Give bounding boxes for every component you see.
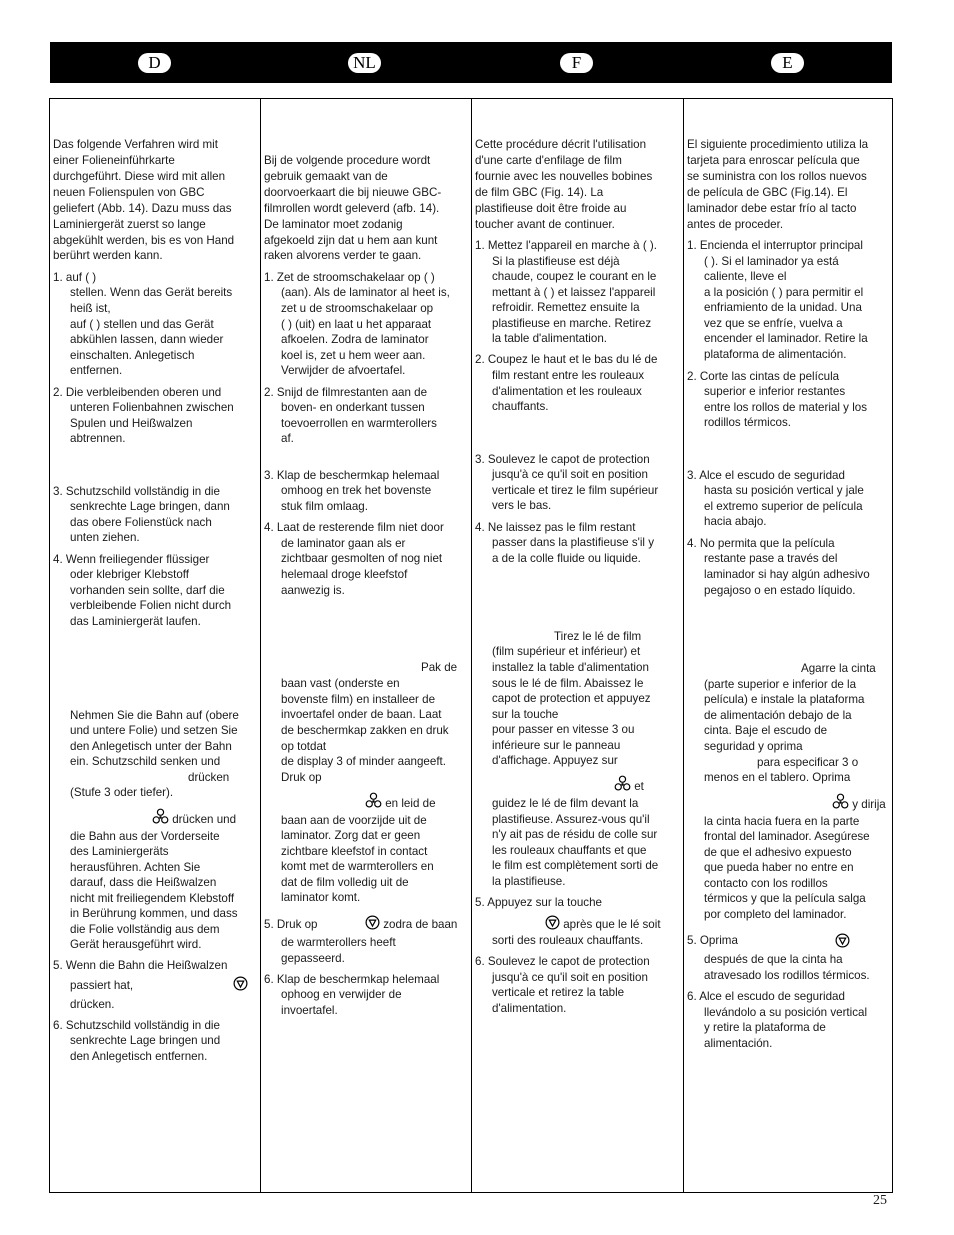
text-line: installez la table d'alimentation (492, 661, 649, 674)
text-line: gepasseerd. (281, 952, 345, 965)
text-line: fournie avec les nouvelles bobines (475, 170, 653, 183)
text-line: toevoerrollen en warmterollers (281, 417, 437, 430)
text-line (152, 808, 236, 830)
text-line: la cinta hacia fuera en la parte (704, 815, 860, 828)
text-line: das Laminiergerät laufen. (70, 615, 201, 628)
text-line: die Bahn aus der Vorderseite (70, 830, 220, 843)
text-line: passer dans la plastifieuse s'il y (492, 536, 655, 549)
text-line: de que el adhesivo expuesto (704, 846, 852, 859)
text-line: d'alimentation. (492, 1002, 567, 1015)
fan-forward-icon (832, 793, 849, 815)
text-line: ein. Schutzschild senken und (70, 755, 221, 768)
text-line: ophoog en verwijder de (281, 988, 402, 1001)
page-number: 25 (873, 1193, 887, 1208)
text-line: caliente, lleve el (704, 270, 787, 283)
text-line: 2. Coupez le haut et le bas du lé de (475, 353, 658, 366)
text-line: plastifieuse en marche. Retirez (492, 317, 652, 330)
text-line: de beschermkap zakken en druk (281, 724, 449, 737)
text-line: menos en el tablero. Oprima (704, 771, 851, 784)
text-line (545, 915, 661, 935)
text-line: de warmterollers heeft (281, 936, 396, 949)
text-line: doorvoerkaart die bij nieuwe GBC- (264, 186, 442, 199)
text-line: chaude, coupez le courant en le (492, 270, 657, 283)
text-line: le film est complètement sorti de (492, 859, 659, 872)
text-line: refroidir. Remettez ensuite la (492, 301, 640, 314)
text-line: helemaal droge kleefstof (281, 568, 408, 581)
text-line: frontal del laminador. Asegúrese (704, 830, 870, 843)
text-line: plastifieuse. Assurez-vous qu'il (492, 813, 650, 826)
stop-icon (365, 915, 380, 935)
text-line: restante pase a través del (704, 552, 838, 565)
text-line: das obere Folienstück nach (70, 516, 212, 529)
text-line: den Anlegetisch entfernen. (70, 1050, 208, 1063)
text-line: película) e instale la plataforma (704, 693, 865, 706)
text-line: darauf, dass die Heißwalzen (70, 876, 217, 889)
text-line: bovenste film) en installeer de (281, 693, 436, 706)
text-line: de película de GBC (Fig.14). El (687, 186, 848, 199)
text-line: af. (281, 432, 294, 445)
text-line: durchgeführt. Diese wird mit allen (53, 170, 226, 183)
text-line: 4. Ne laissez pas le film restant (475, 521, 636, 534)
text-line: 3. Soulevez le capot de protection (475, 453, 650, 466)
text-line: jusqu'à ce qu'il soit en position (492, 468, 648, 481)
text-fragment: zodra de baan (383, 918, 458, 931)
text-line: aanwezig is. (281, 584, 345, 597)
text-line: 4. Laat de resterende film niet door (264, 521, 444, 534)
text-line: einschalten. Anlegetisch (70, 349, 195, 362)
text-line: abgekühlt werden, bis es von Hand (53, 234, 235, 247)
text-line: verticale et tirez le film supérieur (492, 484, 659, 497)
language-tab-f: F (560, 53, 593, 73)
text-line: Tirez le lé de film (554, 630, 642, 643)
text-line: hasta su posición vertical y jale (704, 484, 864, 497)
text-line: la plastifieuse. (492, 875, 566, 888)
text-line: Gerät herausgeführt wird. (70, 938, 202, 951)
text-line: des Laminiergeräts (70, 845, 169, 858)
text-line: a la posición ( ) para permitir el (704, 286, 864, 299)
text-line: geliefert (Abb. 14). Dazu muss das (53, 202, 232, 215)
text-line: 6. Alce el escudo de seguridad (687, 990, 845, 1003)
text-line: passiert hat, (70, 979, 134, 992)
text-line (614, 775, 644, 797)
text-line: 6. Schutzschild vollständig in die (53, 1019, 220, 1032)
text-line: térmicos y que la película salga (704, 892, 866, 905)
text-line: dat de film volledig uit de (281, 876, 409, 889)
text-line: nicht mit freiliegendem Klebstoff (70, 892, 235, 905)
text-line: 5. Wenn die Bahn die Heißwalzen (53, 959, 228, 972)
column-dutch (261, 99, 471, 1192)
text-line: Laminiergerät zuerst so lange (53, 218, 206, 231)
text-line: film restant entre les rouleaux (492, 369, 645, 382)
fan-forward-icon (152, 808, 169, 830)
text-line: por completo del laminador. (704, 908, 847, 921)
text-line: und untere Folie) und setzen Sie (70, 724, 238, 737)
text-line: zichtbare kleefstof in contact (281, 845, 428, 858)
text-line: verticale et retirez la table (492, 986, 625, 999)
text-line: mettant à ( ) et laissez l'appareil (492, 286, 656, 299)
text-line: plataforma de alimentación. (704, 348, 847, 361)
text-line: gebruik gemaakt van de (264, 170, 388, 183)
text-line: contacto con los rodillos (704, 877, 828, 890)
text-line: Agarre la cinta (801, 662, 876, 675)
text-line: a de la colle fluide ou liquide. (492, 552, 641, 565)
text-line: baan aan de voorzijde uit de (281, 814, 427, 827)
stop-icon (233, 976, 248, 996)
text-line: después de que la cinta ha (704, 953, 843, 966)
text-line: alimentación. (704, 1037, 773, 1050)
text-line: vez que se enfríe, vuelva a (704, 317, 843, 330)
text-line: 6. Soulevez le capot de protection (475, 955, 650, 968)
text-line (835, 933, 850, 953)
text-line: guidez le lé de film devant la (492, 797, 639, 810)
text-line: capot de protection et appuyez (492, 692, 651, 705)
text-line: sur la touche (492, 708, 559, 721)
text-line: drücken. (70, 998, 115, 1011)
text-line: zet u de stroomschakelaar op (281, 302, 434, 315)
text-fragment: après que le lé soit (563, 918, 661, 931)
text-line: laminador debe estar frío al tacto (687, 202, 857, 215)
text-line: antes de proceder. (687, 218, 784, 231)
text-line: enfriamiento de la unidad. Una (704, 301, 862, 314)
text-line: inférieure sur le panneau (492, 739, 621, 752)
text-line: invoertafel. (281, 1004, 338, 1017)
text-line: 5. Oprima (687, 934, 738, 947)
text-line: abtrennen. (70, 432, 126, 445)
text-line: Spulen und Heißwalzen (70, 417, 193, 430)
text-line: verbleibende Folien nicht durch (70, 599, 232, 612)
text-line: 4. No permita que la película (687, 537, 835, 550)
text-line: se suministra con los rollos nuevos (687, 170, 867, 183)
text-line: 2. Corte las cintas de película (687, 370, 840, 383)
text-line: seguridad y oprima (704, 740, 803, 753)
text-fragment: en leid de (385, 797, 436, 810)
column-spanish (684, 99, 892, 1192)
text-line: 4. Wenn freiliegender flüssiger (53, 553, 210, 566)
text-line: raken alvorens verder te gaan. (264, 249, 422, 262)
text-line: laminator. Zorg dat er geen (281, 829, 421, 842)
text-line: berührt werden kann. (53, 249, 163, 262)
text-line: Pak de (421, 661, 458, 674)
text-line: entre los rollos de material y los (704, 401, 868, 414)
text-line: stellen. Wenn das Gerät bereits (70, 286, 233, 299)
text-line: 3. Schutzschild vollständig in die (53, 485, 220, 498)
text-line: koel is, zet u hem weer aan. (281, 349, 426, 362)
text-line: 3. Alce el escudo de seguridad (687, 469, 845, 482)
stop-icon (835, 933, 850, 953)
text-line: laminator komt. (281, 891, 361, 904)
language-tab-nl: NL (348, 53, 381, 73)
text-line: einer Folieneinführkarte (53, 154, 175, 167)
text-line: 1. Mettez l'appareil en marche à ( ). (475, 239, 657, 252)
text-line: Cette procédure décrit l'utilisation (475, 138, 647, 151)
text-line: oder klebriger Klebstoff (70, 568, 190, 581)
text-line: d'affichage. Appuyez sur (492, 754, 618, 767)
text-line: n'y ait pas de résidu de colle sur (492, 828, 658, 841)
text-line: De laminator moet zodanig (264, 218, 403, 231)
text-line: Verwijder de afvoertafel. (281, 364, 406, 377)
language-tab-e: E (771, 53, 804, 73)
text-line: encender el laminador. Retire la (704, 332, 868, 345)
text-line: superior e inferior restantes (704, 385, 846, 398)
text-line: vorhanden sein sollte, darf die (70, 584, 225, 597)
text-line: sous le lé de film. Abaissez le (492, 677, 644, 690)
text-line: senkrechte Lage bringen, dann (70, 500, 230, 513)
text-line: invoertafel onder de baan. Laat (281, 708, 442, 721)
text-line: rodillos térmicos. (704, 416, 791, 429)
text-line: de display 3 of minder aangeeft. (281, 755, 446, 768)
text-line: stuk film omlaag. (281, 500, 368, 513)
text-line: d'une carte d'enfilage de film (475, 154, 622, 167)
text-line: d'alimentation et les rouleaux (492, 385, 642, 398)
text-line: afgekoeld zijn dat u hem aan kunt (264, 234, 438, 247)
text-line: la table d'alimentation. (492, 332, 608, 345)
text-line: de laminator gaan als er (281, 537, 406, 550)
text-line: de film GBC (Fig. 14). La (475, 186, 604, 199)
content-frame (49, 98, 893, 1193)
text-line: 2. Die verbleibenden oberen und (53, 386, 222, 399)
text-line: auf ( ) stellen und das Gerät (70, 318, 214, 331)
stop-icon (545, 915, 560, 935)
text-line: entfernen. (70, 364, 123, 377)
text-line: ( ) (uit) en laat u het apparaat (281, 318, 432, 331)
text-line: El siguiente procedimiento utiliza la (687, 138, 869, 151)
text-line: cinta. Baje el escudo de (704, 724, 828, 737)
text-line: ( ). Si el laminador ya está (704, 255, 839, 268)
text-line: 2. Snijd de filmrestanten aan de (264, 386, 428, 399)
text-line: omhoog en trek het bovenste (281, 484, 432, 497)
text-line: que pueda haber no entre en (704, 861, 854, 874)
text-line (365, 915, 457, 935)
text-line: llevándolo a su posición vertical (704, 1006, 868, 1019)
text-line: Si la plastifieuse est déjà (492, 255, 620, 268)
text-line: op totdat (281, 740, 327, 753)
text-line: in Berührung kommen, und dass (70, 907, 238, 920)
text-fragment: y dirija (852, 798, 886, 811)
text-line: komt met de warmterollers en (281, 860, 434, 873)
column-german (50, 99, 260, 1192)
text-line: unteren Folienbahnen zwischen (70, 401, 234, 414)
text-line: chauffants. (492, 400, 549, 413)
text-line: baan vast (onderste en (281, 677, 400, 690)
text-line: Nehmen Sie die Bahn auf (obere (70, 709, 239, 722)
text-line: unten ziehen. (70, 531, 140, 544)
text-line: boven- en onderkant tussen (281, 401, 425, 414)
column-french (472, 99, 683, 1192)
text-line: jusqu'à ce qu'il soit en position (492, 971, 648, 984)
text-line: laminador si hay algún adhesivo (704, 568, 870, 581)
text-line: y retire la plataforma de (704, 1021, 826, 1034)
text-line: 1. Encienda el interruptor principal (687, 239, 863, 252)
text-line: el extremo superior de película (704, 500, 863, 513)
text-line: atravesado los rodillos térmicos. (704, 969, 870, 982)
text-line: (Stufe 3 oder tiefer). (70, 786, 174, 799)
text-line (832, 793, 886, 815)
text-line: 5. Druk op (264, 918, 318, 931)
text-line: Das folgende Verfahren wird mit (53, 138, 218, 151)
text-line: herausführen. Achten Sie (70, 861, 201, 874)
text-line: sorti des rouleaux chauffants. (492, 934, 644, 947)
text-line: 1. auf ( ) (53, 271, 97, 284)
text-line: 6. Klap de beschermkap helemaal (264, 973, 440, 986)
text-line: (parte superior e inferior de la (704, 678, 857, 691)
text-line: de alimentación debajo de la (704, 709, 852, 722)
text-line: die Folie vollständig aus dem (70, 923, 220, 936)
text-line (365, 792, 436, 814)
text-fragment: et (634, 780, 644, 793)
text-line: Bij de volgende procedure wordt (264, 154, 431, 167)
text-line: Druk op (281, 771, 322, 784)
text-line: 5. Appuyez sur la touche (475, 896, 602, 909)
text-fragment: drücken und (172, 813, 237, 826)
text-line: 3. Klap de beschermkap helemaal (264, 469, 440, 482)
language-bar (50, 42, 892, 83)
text-line: les rouleaux chauffants et que (492, 844, 647, 857)
text-line: 1. Zet de stroomschakelaar op ( ) (264, 271, 435, 284)
text-line: (aan). Als de laminator al heet is, (281, 286, 450, 299)
fan-forward-icon (614, 775, 631, 797)
text-line: abkühlen lassen, dann wieder (70, 333, 224, 346)
text-line: filmrollen wordt geleverd (afb. 14). (264, 202, 440, 215)
text-line: (film supérieur et inférieur) et (492, 645, 641, 658)
text-line: plastifieuse doit être froide au (475, 202, 627, 215)
text-line: den Anlegetisch unter der Bahn (70, 740, 232, 753)
text-line: vers le bas. (492, 499, 552, 512)
text-line: pegajoso o en estado líquido. (704, 584, 856, 597)
text-line: pour passer en vitesse 3 ou (492, 723, 635, 736)
language-tab-d: D (138, 53, 171, 73)
text-line: toucher avant de continuer. (475, 218, 615, 231)
text-line: heiß ist, (70, 302, 111, 315)
text-line: afkoelen. Zodra de laminator (281, 333, 429, 346)
text-line: zichtbaar gesmolten of nog niet (281, 552, 443, 565)
text-line: hacia abajo. (704, 515, 767, 528)
text-line: neuen Folienspulen von GBC (53, 186, 205, 199)
text-line: senkrechte Lage bringen und (70, 1034, 221, 1047)
text-line: para especificar 3 o (757, 756, 859, 769)
text-line: drücken (188, 771, 230, 784)
text-line (233, 976, 248, 996)
fan-forward-icon (365, 792, 382, 814)
text-line: tarjeta para enroscar película que (687, 154, 860, 167)
